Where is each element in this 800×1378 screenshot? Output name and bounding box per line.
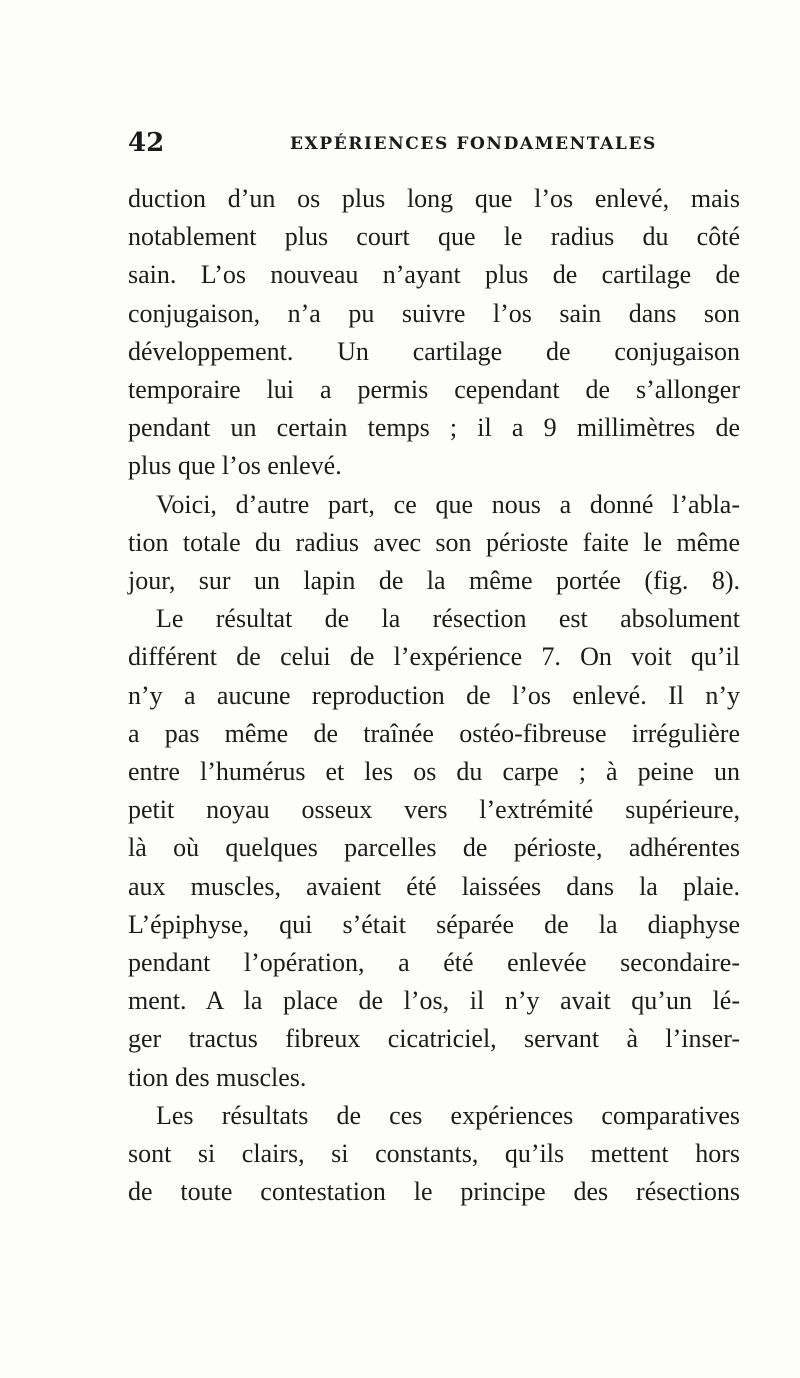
page-number: 42 — [128, 128, 165, 158]
text-line: n’y a aucune reproduction de l’os enlevé. Il n’y — [128, 680, 740, 710]
text-line: pendant un certain temps ; il a 9 millimètres de — [128, 413, 740, 443]
text-line: de toute contestation le principe des résections — [128, 1177, 740, 1207]
text-line: là où quelques parcelles de périoste, adhérentes — [128, 833, 740, 863]
text-line: différent de celui de l’expérience 7. On voit qu’il — [128, 642, 740, 672]
text-line: entre l’humérus et les os du carpe ; à peine un — [128, 757, 740, 787]
text-line: ger tractus fibreux cicatriciel, servant à l’inser- — [128, 1024, 740, 1054]
body-text — [128, 180, 740, 1211]
text-line: a pas même de traînée ostéo-fibreuse irrégulière — [128, 718, 740, 748]
text-line: Les résultats de ces expériences comparatives — [156, 1100, 740, 1130]
text-line: duction d’un os plus long que l’os enlevé, mais — [128, 184, 740, 213]
paragraph-1 — [128, 180, 740, 486]
text-line: Le résultat de la résection est absolument — [156, 604, 740, 634]
text-line: ment. A la place de l’os, il n’y avait qu’un lé- — [128, 986, 740, 1016]
text-line: plus que l’os enlevé. — [128, 451, 342, 481]
paragraph-2 — [128, 486, 740, 601]
text-line: petit noyau osseux vers l’extrémité supérieure, — [128, 795, 740, 825]
text-line: jour, sur un lapin de la même portée (fig. 8). — [128, 566, 740, 596]
text-line: pendant l’opération, a été enlevée secondaire- — [128, 948, 740, 978]
text-line: temporaire lui a permis cependant de s’allonger — [128, 375, 740, 405]
paragraph-4 — [128, 1097, 740, 1212]
text-line: tion totale du radius avec son périoste faite le même — [128, 527, 740, 557]
text-line: sain. L’os nouveau n’ayant plus de cartilage de — [128, 260, 740, 290]
text-line: notablement plus court que le radius du côté — [128, 222, 740, 252]
running-head: EXPÉRIENCES FONDAMENTALES — [290, 134, 657, 154]
text-line: Voici, d’autre part, ce que nous a donné l’abla- — [156, 489, 740, 519]
text-line: L’épiphyse, qui s’était séparée de la diaphyse — [128, 909, 740, 939]
paragraph-3 — [128, 600, 740, 1097]
text-line: aux muscles, avaient été laissées dans la plaie. — [128, 871, 740, 901]
text-line: conjugaison, n’a pu suivre l’os sain dans son — [128, 298, 740, 328]
page-header — [128, 128, 688, 168]
text-line: tion des muscles. — [128, 1062, 307, 1092]
text-line: développement. Un cartilage de conjugaison — [128, 336, 740, 366]
text-line: sont si clairs, si constants, qu’ils mettent hors — [128, 1139, 740, 1169]
page-bottom-margin — [0, 1300, 800, 1378]
